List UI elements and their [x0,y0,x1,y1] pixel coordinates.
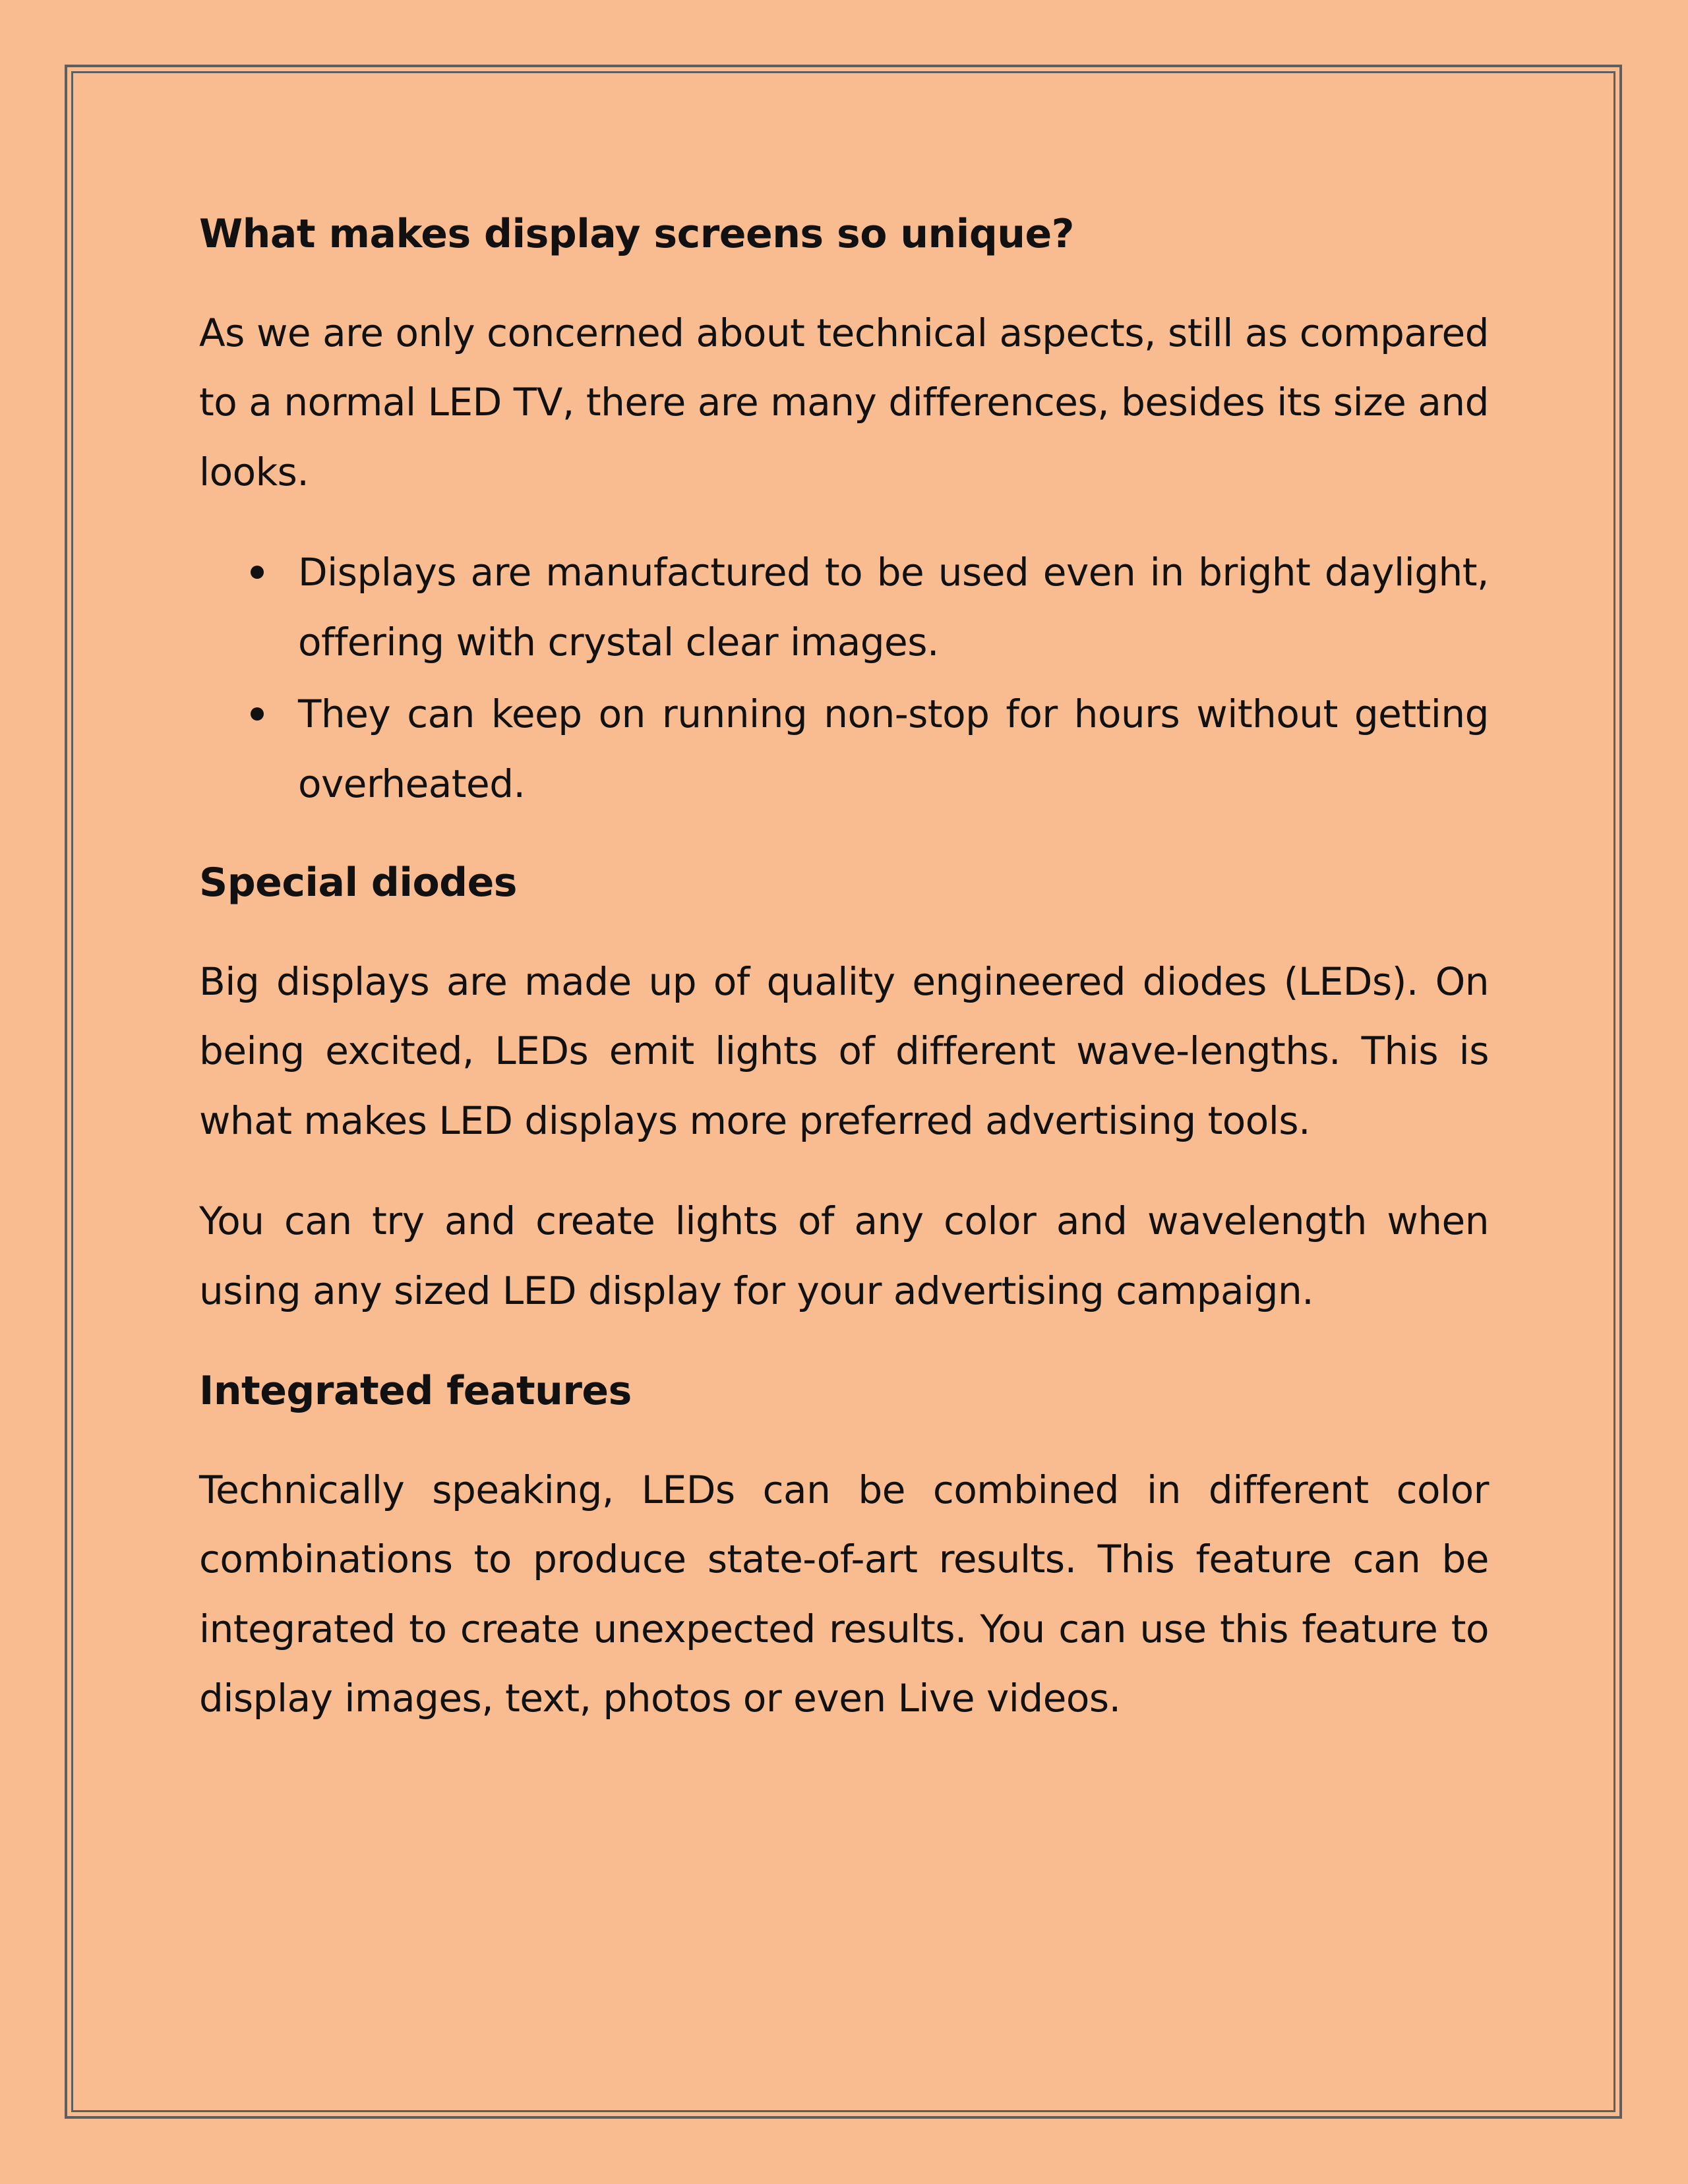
paragraph-technical-aspects: As we are only concerned about technical aspects, still as compared to a normal LED TV, there are many differences, besides its size and looks. [199,310,1489,494]
bullet-list [199,538,1489,819]
section-heading-display-screens: What makes display screens so unique? [199,211,1074,257]
bullet-icon [251,566,264,579]
list-item [199,680,1489,819]
paragraph-big-displays: Big displays are made up of quality engineered diodes (LEDs). On being excited, LEDs emit lights of different wave-lengths. This is what makes LED displays more preferred advertising tools. [199,959,1489,1143]
list-item [199,538,1489,677]
list-item-text: Displays are manufactured to be used even in bright daylight, offering with crystal clear images. [298,550,1489,664]
section-heading-special-diodes: Special diodes [199,860,518,906]
section-heading-integrated-features: Integrated features [199,1368,632,1414]
bullet-icon [251,707,264,721]
document-body [199,200,1489,1765]
list-item-text: They can keep on running non-stop for hours without getting overheated. [298,692,1489,806]
paragraph-create-lights: You can try and create lights of any color and wavelength when using any sized LED display for your advertising campaign. [199,1198,1489,1313]
paragraph-technically-speaking: Technically speaking, LEDs can be combined in different color combinations to produce state-of-art results. This feature can be integrated to create unexpected results. You can use this feature to display images, text, photos or even Live videos. [199,1467,1489,1721]
